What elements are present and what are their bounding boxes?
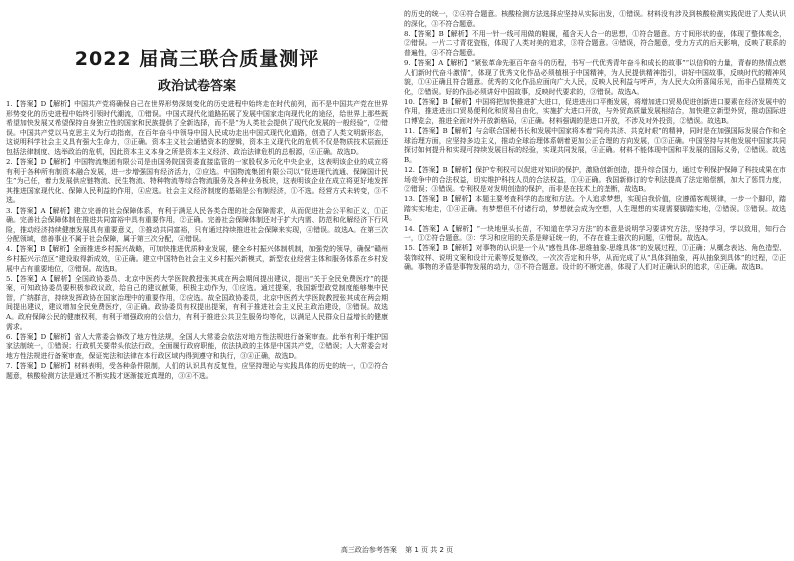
answer-item: 1.【答案】D【解析】中国共产党将确保自己在世界形势深刻变化的历史进程中始终走在时代前列，而不是中国共产党在世界形势变化的历史进程中始终引领时代潮流，①错误。中国式现代化道路拓展了发展中国家走向现代化的途径，给世界上那些既希望加快发展又希望保持自身独立性的国家和民族提供了全新选择，而不是“为人类社会提供了现代化发展的一般经验”，②错误。中国共产党以马克思主义为行动指南，在百年奋斗中领导中国人民成功走出中国式现代化道路，创造了人类文明新形态，这说明科学社会主义具有强大生命力，③正确。资本主义社会通错资本的逻辑，资本主义现代化的危机不仅是物质技术层面还包括法律制度、选举政治的危机，因此资本主义本身之所是资本主义经济、政治法律危机的总根源，④正确。故选D。 [6,100,388,156]
answer-item: 10.【答案】B【解析】中国将把加快推进扩大进口，促进进出口平衡发展，将增加进口贸易促进创新进口要素在经济发展中的作用，推进进出口贸易便利化和贸易自由化，实施扩大进口开放，与外贸高质量发展相结合，加快建立新型外贸，推动国际进口博览会，推进全面对外开放新格局，④正确。材料强调的是进口开放，不涉及对外投资，②错误。故选B。 [404,97,786,126]
answer-item: 9.【答案】A【解析】“紧张革命先驱百年奋斗的历程，书写一代优秀青年奋斗和成长的故事”“以信仰的力量，青春的热情点燃人们新时代奋斗激情”，体现了优秀文化作品必须植根于中国精神，为人民提供精神指引，讲好中国故事，反映时代的精神风貌，①④正确且符合题意。优秀的文化作品应面向广大人民，反映人民利益与呼声，为人民大众所喜闻乐见，而非凸显精英文化，②错误。好的作品必须讲好中国故事，反映时代要求的，③错误。故选A。 [404,58,786,96]
answer-item: 5.【答案】A【解析】全国政协委员、北京中医药大学医院教授张其成在两会期间提出建议，提出“关于全民免费医疗”的提案，可知政协委员要积极参政议政，给自己的建议献策，积极主动作为，①应选。通过提案，我国新型政党制度能够集中民智，广纳群言，持续发挥政协在国家治理中的重要作用，②应选。故全国政协委员，北京中医药大学医院教授张其成在两会期间提出建议，建议增加全民免费医疗，④正确。政协委员有权提出提案，有利于推进社会主义民主政治建设，③错误。故选A。政府保障公民的健康权利，有利于增强政府的公信力，有利于推进公共卫生服务均等化，以满足人民群众日益增长的健康需求。 [6,274,388,331]
answer-item: 的历史的统一，②④符合题意。核酸检测方法选择应坚持从实际出发，①错误。材料没有涉及到核酸检测实践促进了人类认识的深化，③不符合题意。 [404,10,786,28]
left-column [6,0,388,540]
page-footer [0,545,794,555]
page-title: 2022 届高三联合质量测评 [74,48,320,70]
footer-page-number: 第 1 页 共 2 页 [405,546,454,554]
answer-item: 14.【答案】A【解析】“一块地里头长苗，不知道在学习方法”的本意是说明学习要讲究方法，坚持学习，学以致用，知行合一，①②符合题意。③：学习和应用的关系是辩证统一的，不存在谁主谁次的问题，④错误。故选A。 [404,224,786,243]
answer-item: 2.【答案】D【解析】中国物流集团有限公司是由国务院国资委直接监管的一家股权多元化中央企业，这表明该企业的成立将有利于各种所有制资本融合发展，进一步增强国有经济活力，②应选。中国物流集团有限公司以“促进现代流通、保障国计民生”为己任，着力发展供应链物流、民生物流、特种物流等综合物流服务及各种业务板块，这表明该企业在成立将更好地发挥其推进国家现代化、保障人民利益的作用，④应选。社会主义经济制度的基础是公有制经济，①不选。经营方式未转变，③不选。 [6,158,388,205]
answer-item: 4.【答案】B【解析】全面推进乡村振兴战略，可加快推进优质种业发展，健全乡村振兴体制机制，加强党的领导，确保“赣州乡村振兴示范区”建设取得新成效，④正确。建立中国特色社会主义乡村振兴新模式，新型农业经营主体和服务体系在乡村发展中占有重要地位，③错误。故选B。 [6,245,388,273]
right-column [404,0,786,540]
answer-item: 15.【答案】B【解析】对事物的认识是一个从“感性具体-思维抽象-思维具体”的发展过程，①正确；从概念表达、角色造型、装饰纹样、说明文案和设计元素等反复修改，一次次否定和升华，从而完成了从“具体到抽象，再从抽象到具体”的过程，②正确。事物的矛盾是事物发展的动力，③不符合题意。设计的不断完善，体现了人们对正确认识的追求，④正确。故选B。 [404,244,786,272]
answer-item: 8.【答案】B【解析】不用一针一线可用做的鞋履，蕴含天人合一的思想，①符合题意。方寸间形状的壶，体现了整体观念，②错误。一片二寸青花瓷瓶，体现了人类对美的追求，③符合题意。④错误，符合题意，受力方式的后天影响，反映了联系的普遍性，④不符合题意。 [404,29,786,57]
answer-item: 13.【答案】B【解析】本题主要考查科学的态度和方法。个人追求梦想，实现自我价值，应遵循客观规律，一步一个脚印，踏踏实实地走，①④正确。有梦想但不付诸行动，梦想就会成为空想，人生理想的实现需要脚踏实地，②错误。③错误。故选B。 [404,195,786,223]
page-subtitle: 政治试卷答案 [157,79,236,94]
answer-item: 6.【答案】D【解析】省人大常委会修改了地方性法规，全国人大常委会依法对地方性法规进行备案审查。此举有利于维护国家法制统一，①错误；行政机关要带头依法行政，全面履行政府职能，依法执政的主体是中国共产党，②错误；人大常委会对地方性法规进行备案审查，保证宪法和法律在本行政区域内得到遵守和执行，③④正确，故选D。 [6,332,388,360]
answer-item: 11.【答案】B【解析】与会联合国秘书长和发展中国家将本着“同舟共济、共克时艰”的精神，同时是在加强国际发展合作和全球治理方面，应坚持多边主义，推动全球治理体系朝着更加公正合理的方向发展，①③正确。中国坚持与其他发展中国家共同探讨如何提升和实现可持续发展目标的经验，实现共同发展，④正确。材料不能体现中国和平发展的国际义务，②错误。故选B。 [404,127,786,164]
answer-item: 7.【答案】D【解析】材料表明，受各种条件限制，人们的认识具有反复性，应坚持理论与实践具体的历史的统一，①②符合题意，核酸检测方法是通过不断实践才逐渐接近真理的，③④不选。 [6,362,388,380]
answer-item: 12.【答案】B【解析】保护专利权可以促进对知识的保护，激励创新创造，提升综合国力，通过专利保护保障了科技成果在市场竞争中的合法权益，切实维护科技人员的合法权益，①④正确。我国新修订的专利法提高了法定赔偿额，加大了惩罚力度，②错误；③错误。专利权是对发明创造的保护，而非是在技术上的垄断，故选B。 [404,166,786,194]
answer-item: 3.【答案】A【解析】建立完善的社会保障体系，有利于满足人民各类合理的社会保障需求，从而促进社会公平和正义，①正确。完善社会保障体制在推进共同富裕中具有重要作用，②正确。完善社会保障体制还对于扩大内需、防范和化解经济下行风险，推动经济持续健康发展具有重要意义，③推动共同富裕，只有通过持续推进社会保障来实现，④错误。故选A。在第三次分配领域，慈善事业不属于社会保障，属于第三次分配，④错误。 [6,206,388,244]
footer-doc-label: 高三政治参考答案 [340,546,397,554]
